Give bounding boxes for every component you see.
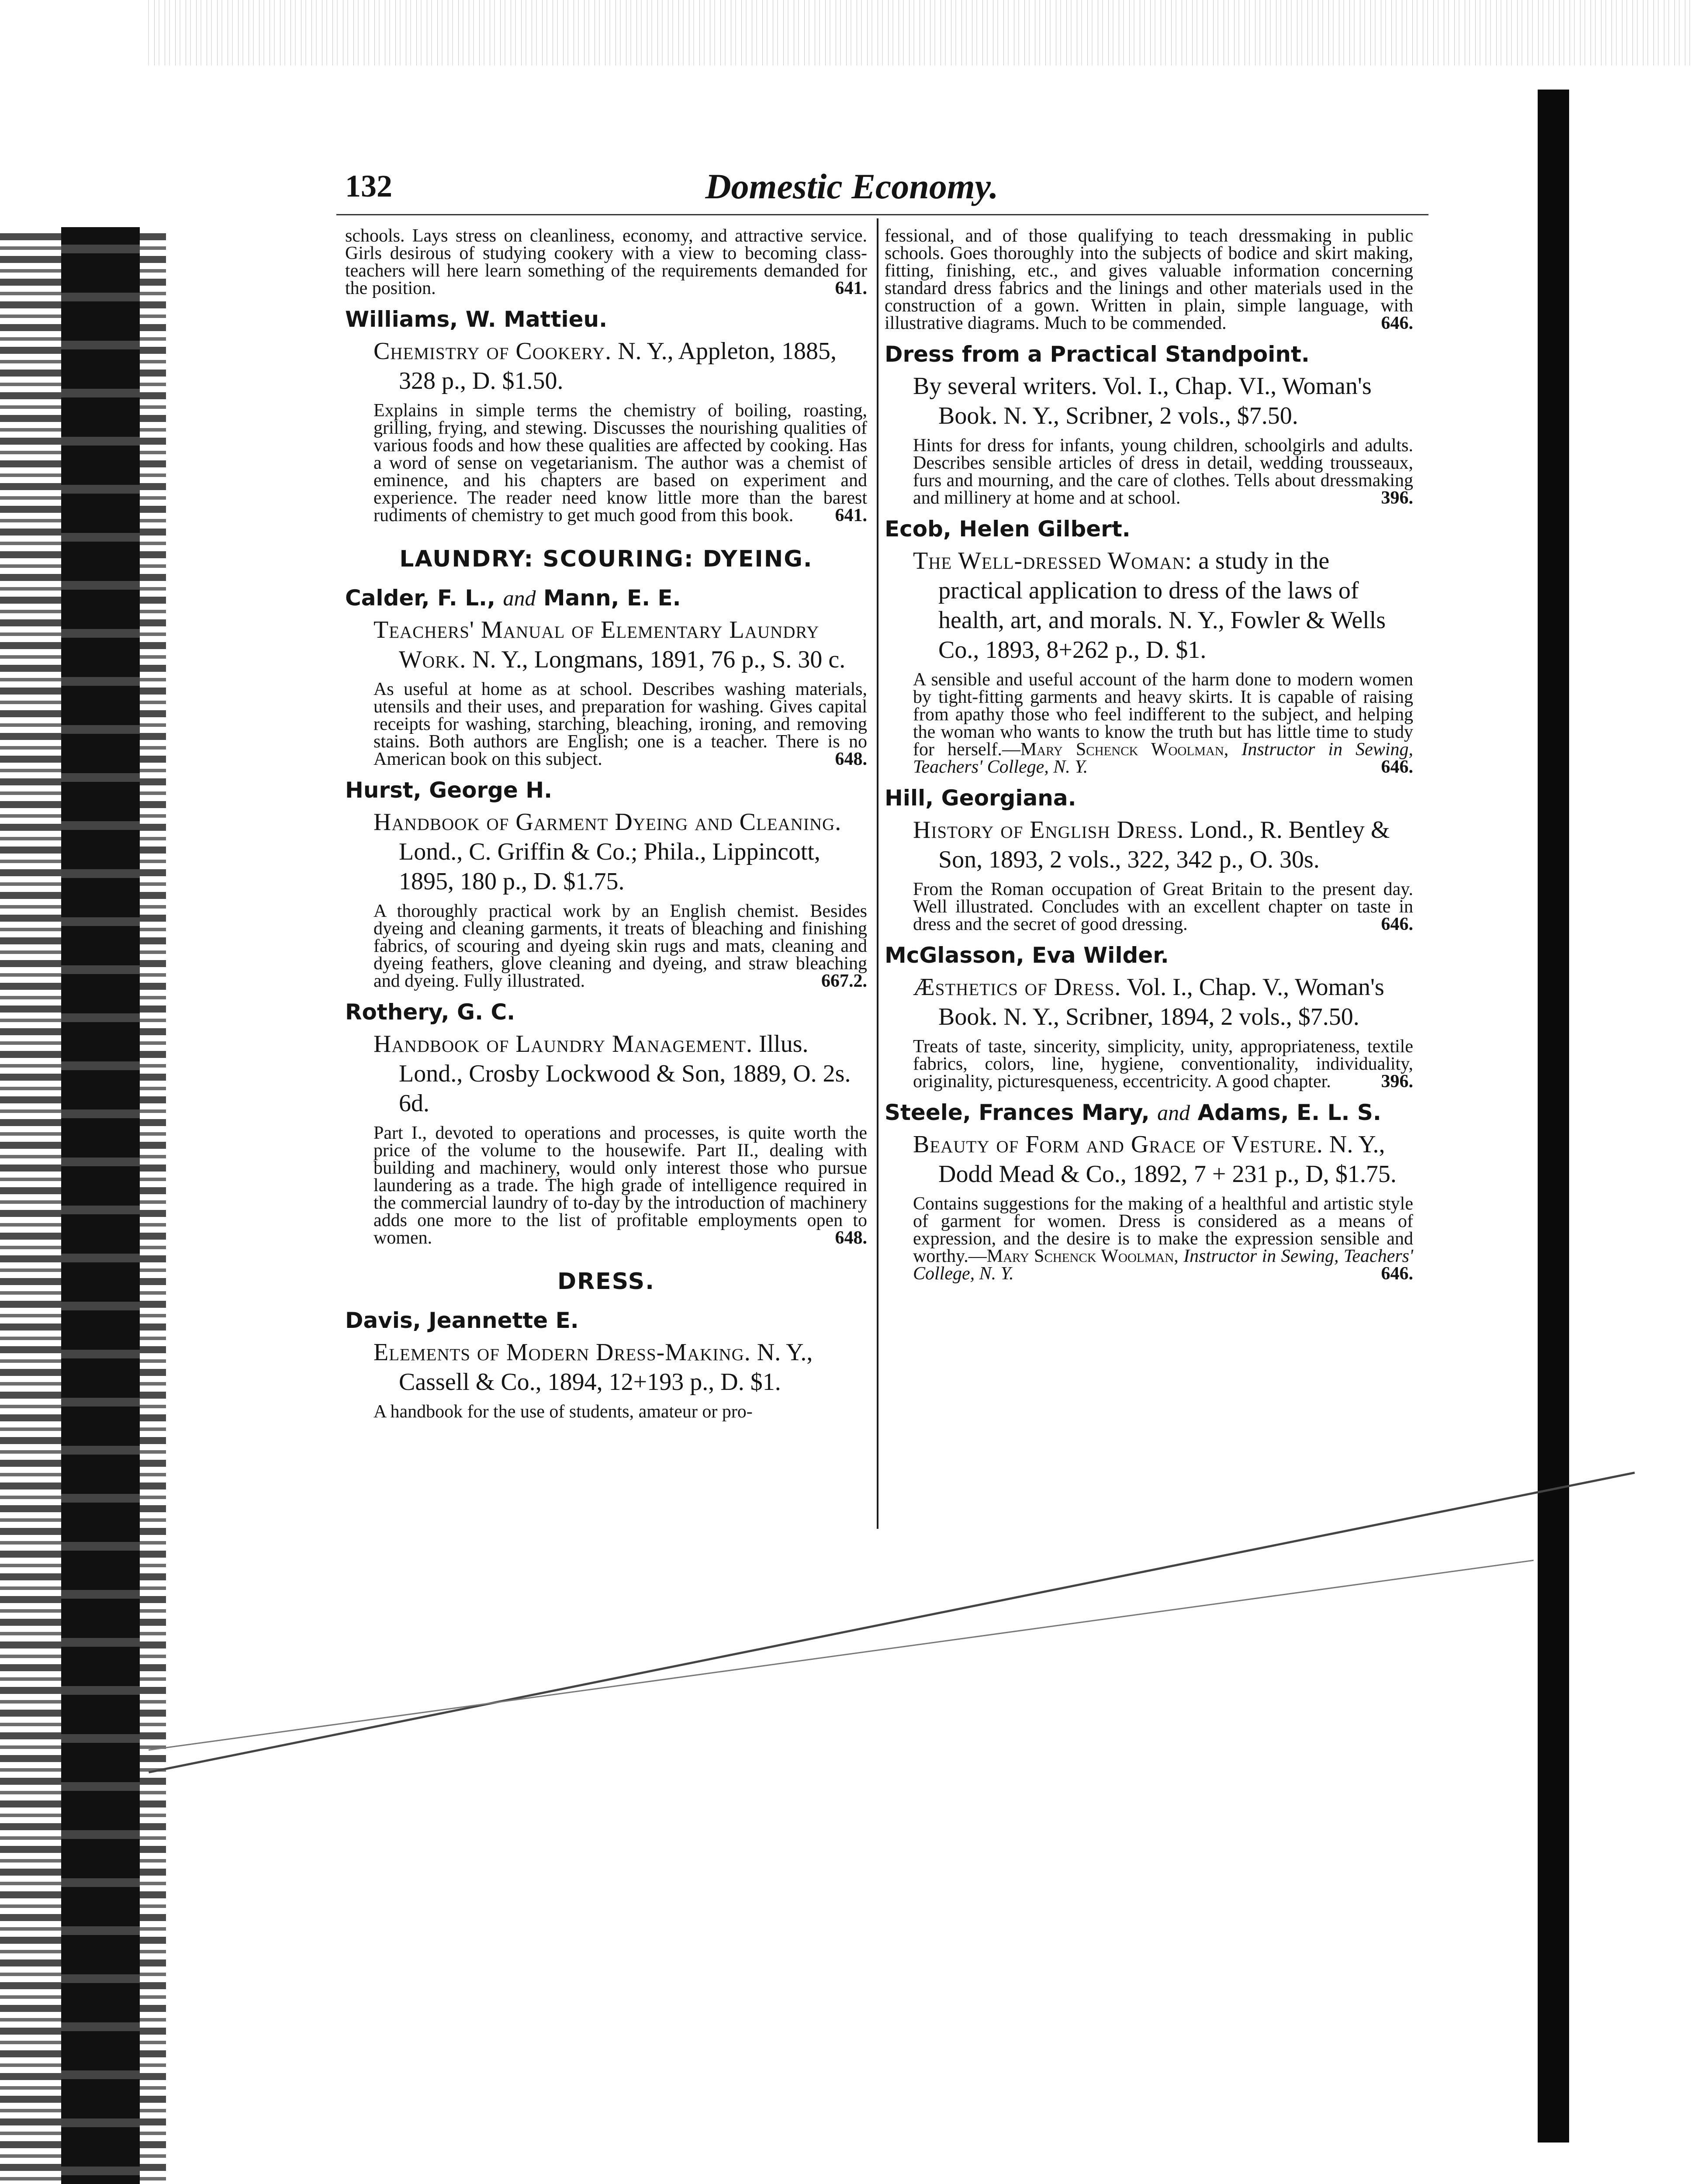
classification-number: 648. bbox=[835, 1228, 867, 1248]
entry-annotation: A sensible and useful account of the harm done to modern women by tight-fitting garments and heavy skirts. It is capable of raising from apathy those who feel indifferent to the subject, and helping the woman who wants to know the truth but has little time to study for herself.—Mary Schenck Woolman, Instructor in Sewing, Teachers' College, N. Y. 646. bbox=[913, 670, 1414, 777]
annotation-continued: schools. Lays stress on cleanliness, economy, and attractive service. Girls desirous of studying cookery with a view to becoming class-teachers will here learn something of the requirements demanded for the position. 641. bbox=[345, 226, 867, 298]
entry-annotation: A handbook for the use of students, amateur or pro- bbox=[373, 1402, 753, 1422]
column-divider bbox=[877, 218, 878, 1529]
entry-author: Calder, F. L., and Mann, E. E. bbox=[345, 585, 681, 611]
section-heading: LAUNDRY: SCOURING: DYEING. bbox=[399, 546, 813, 572]
section-heading: DRESS. bbox=[557, 1268, 655, 1295]
entry-author: Ecob, Helen Gilbert. bbox=[885, 516, 1131, 542]
classification-number: 396. bbox=[1381, 1071, 1413, 1092]
running-title: Domestic Economy. bbox=[705, 166, 999, 206]
classification-number: 646. bbox=[1381, 757, 1413, 777]
entry-annotation: Contains suggestions for the making of a healthful and artistic style of garment for women. Dress is considered as a means of expression, and the desire is to make the expression sensible and worthy.—Mary Schenck Woolman, Instructor in Sewing, Teachers' College, N. Y. 646. bbox=[913, 1194, 1414, 1284]
entry-author: Hurst, George H. bbox=[345, 778, 553, 803]
entry-title: Æsthetics of Dress. Vol. I., Chap. V., Woman's Book. N. Y., Scribner, 1894, 2 vols., $7.50. bbox=[913, 974, 1384, 1030]
entry-annotation: As useful at home as at school. Describes washing materials, utensils and their uses, and preparation for washing. Gives capital receipts for washing, starching, bleaching, ironing, and removing stains. Both authors are English; one is a teacher. There is no American book on this subject. 648. bbox=[373, 679, 867, 769]
page-number: 132 bbox=[345, 169, 392, 204]
classification-number: 641. bbox=[835, 278, 867, 298]
scan-stray-line bbox=[149, 1560, 1534, 1751]
entry-annotation: A thoroughly practical work by an English chemist. Besides dyeing and cleaning garments, it treats of bleaching and finishing fabrics, of scouring and dyeing skin rugs and mats, cleaning and dyeing feathers, glove cleaning and dyeing, and straw bleaching and dyeing. Fully illustrated. 667.2. bbox=[373, 901, 867, 991]
entry-title: The Well-dressed Woman: a study in the practical application to dress of the laws of health, art, and morals. N. Y., Fowler & Wells Co., 1893, 8+262 p., D. $1. bbox=[913, 547, 1386, 663]
entry-title: Chemistry of Cookery. N. Y., Appleton, 1885, 328 p., D. $1.50. bbox=[373, 338, 837, 394]
entry-title: Handbook of Garment Dyeing and Cleaning. Lond., C. Griffin & Co.; Phila., Lippincott, 1895, 180 p., D. $1.75. bbox=[373, 809, 842, 895]
entry-title: Beauty of Form and Grace of Vesture. N. Y., Dodd Mead & Co., 1892, 7 + 231 p., D, $1.75. bbox=[913, 1131, 1397, 1188]
entry-title: Teachers' Manual of Elementary Laundry Work. N. Y., Longmans, 1891, 76 p., S. 30 c. bbox=[373, 616, 846, 673]
classification-number: 396. bbox=[1381, 488, 1413, 508]
entry-author: Steele, Frances Mary, and Adams, E. L. S. bbox=[885, 1100, 1381, 1125]
entry-author: Davis, Jeannette E. bbox=[345, 1308, 579, 1333]
header-rule bbox=[336, 214, 1428, 215]
entry-title: Elements of Modern Dress-Making. N. Y., Cassell & Co., 1894, 12+193 p., D. $1. bbox=[373, 1339, 813, 1396]
annotation-continued: fessional, and of those qualifying to teach dressmaking in public schools. Goes thoroughly into the subjects of bodice and skirt making, fitting, finishing, etc., and gives valuable information concerning standard dress fabrics and the linings and other materials used in the construction of a gown. Written in plain, simple language, with illustrative diagrams. Much to be commended. 646. bbox=[885, 226, 1413, 333]
scan-binding-core bbox=[61, 227, 140, 2184]
entry-annotation: Explains in simple terms the chemistry of boiling, roasting, grilling, frying, and stewing. Discusses the nourishing qualities of various foods and how these qualities are affected by cooking. Has a word of sense on vegetarianism. The author was a chemist of eminence, and his chapters are based on experiment and experience. The reader need know little more than the barest rudiments of chemistry to get much good from this book. 641. bbox=[373, 401, 867, 525]
entry-annotation: Treats of taste, sincerity, simplicity, unity, appropriateness, textile fabrics, colors, line, hygiene, conventionality, individuality, originality, picturesqueness, eccentricity. A good chapter. 396. bbox=[913, 1037, 1413, 1092]
right-column bbox=[885, 227, 1413, 1282]
entry-title: Handbook of Laundry Management. Illus. Lond., Crosby Lockwood & Son, 1889, O. 2s. 6d. bbox=[373, 1030, 851, 1117]
scan-noise-top bbox=[144, 0, 1691, 66]
classification-number: 646. bbox=[1381, 313, 1413, 333]
entry-annotation: Hints for dress for infants, young children, schoolgirls and adults. Describes sensible articles of dress in detail, wedding trousseaux, furs and mourning, and the care of clothes. Tells about dressmaking and millinery at home and at school. 396. bbox=[913, 435, 1413, 508]
entry-title: History of English Dress. Lond., R. Bentley & Son, 1893, 2 vols., 322, 342 p., O. 30s. bbox=[913, 816, 1390, 873]
entry-author: Hill, Georgiana. bbox=[885, 785, 1076, 811]
classification-number: 641. bbox=[835, 505, 867, 525]
entry-author: Williams, W. Mattieu. bbox=[345, 307, 608, 332]
classification-number: 646. bbox=[1381, 914, 1413, 934]
scan-edge-bar bbox=[1538, 90, 1569, 2143]
classification-number: 648. bbox=[835, 749, 867, 769]
classification-number: 646. bbox=[1381, 1264, 1413, 1284]
left-column bbox=[345, 227, 867, 1420]
scan-stray-line bbox=[149, 1472, 1635, 1773]
entry-annotation: Part I., devoted to operations and processes, is quite worth the price of the volume to the housewife. Part II., dealing with building and machinery, would only interest those who pursue laundering as a trade. The high grade of intelligence required in the commercial laundry of to-day by the introduction of machinery adds one more to the list of profitable employments open to women. 648. bbox=[373, 1123, 867, 1248]
entry-annotation: From the Roman occupation of Great Britain to the present day. Well illustrated. Concludes with an excellent chapter on taste in dress and the secret of good dressing. 646. bbox=[913, 879, 1413, 934]
entry-author: McGlasson, Eva Wilder. bbox=[885, 943, 1169, 968]
entry-title: By several writers. Vol. I., Chap. VI., Woman's Book. N. Y., Scribner, 2 vols., $7.50. bbox=[913, 373, 1372, 429]
entry-author: Rothery, G. C. bbox=[345, 999, 515, 1025]
entry-author: Dress from a Practical Standpoint. bbox=[885, 342, 1310, 367]
classification-number: 667.2. bbox=[821, 971, 867, 991]
